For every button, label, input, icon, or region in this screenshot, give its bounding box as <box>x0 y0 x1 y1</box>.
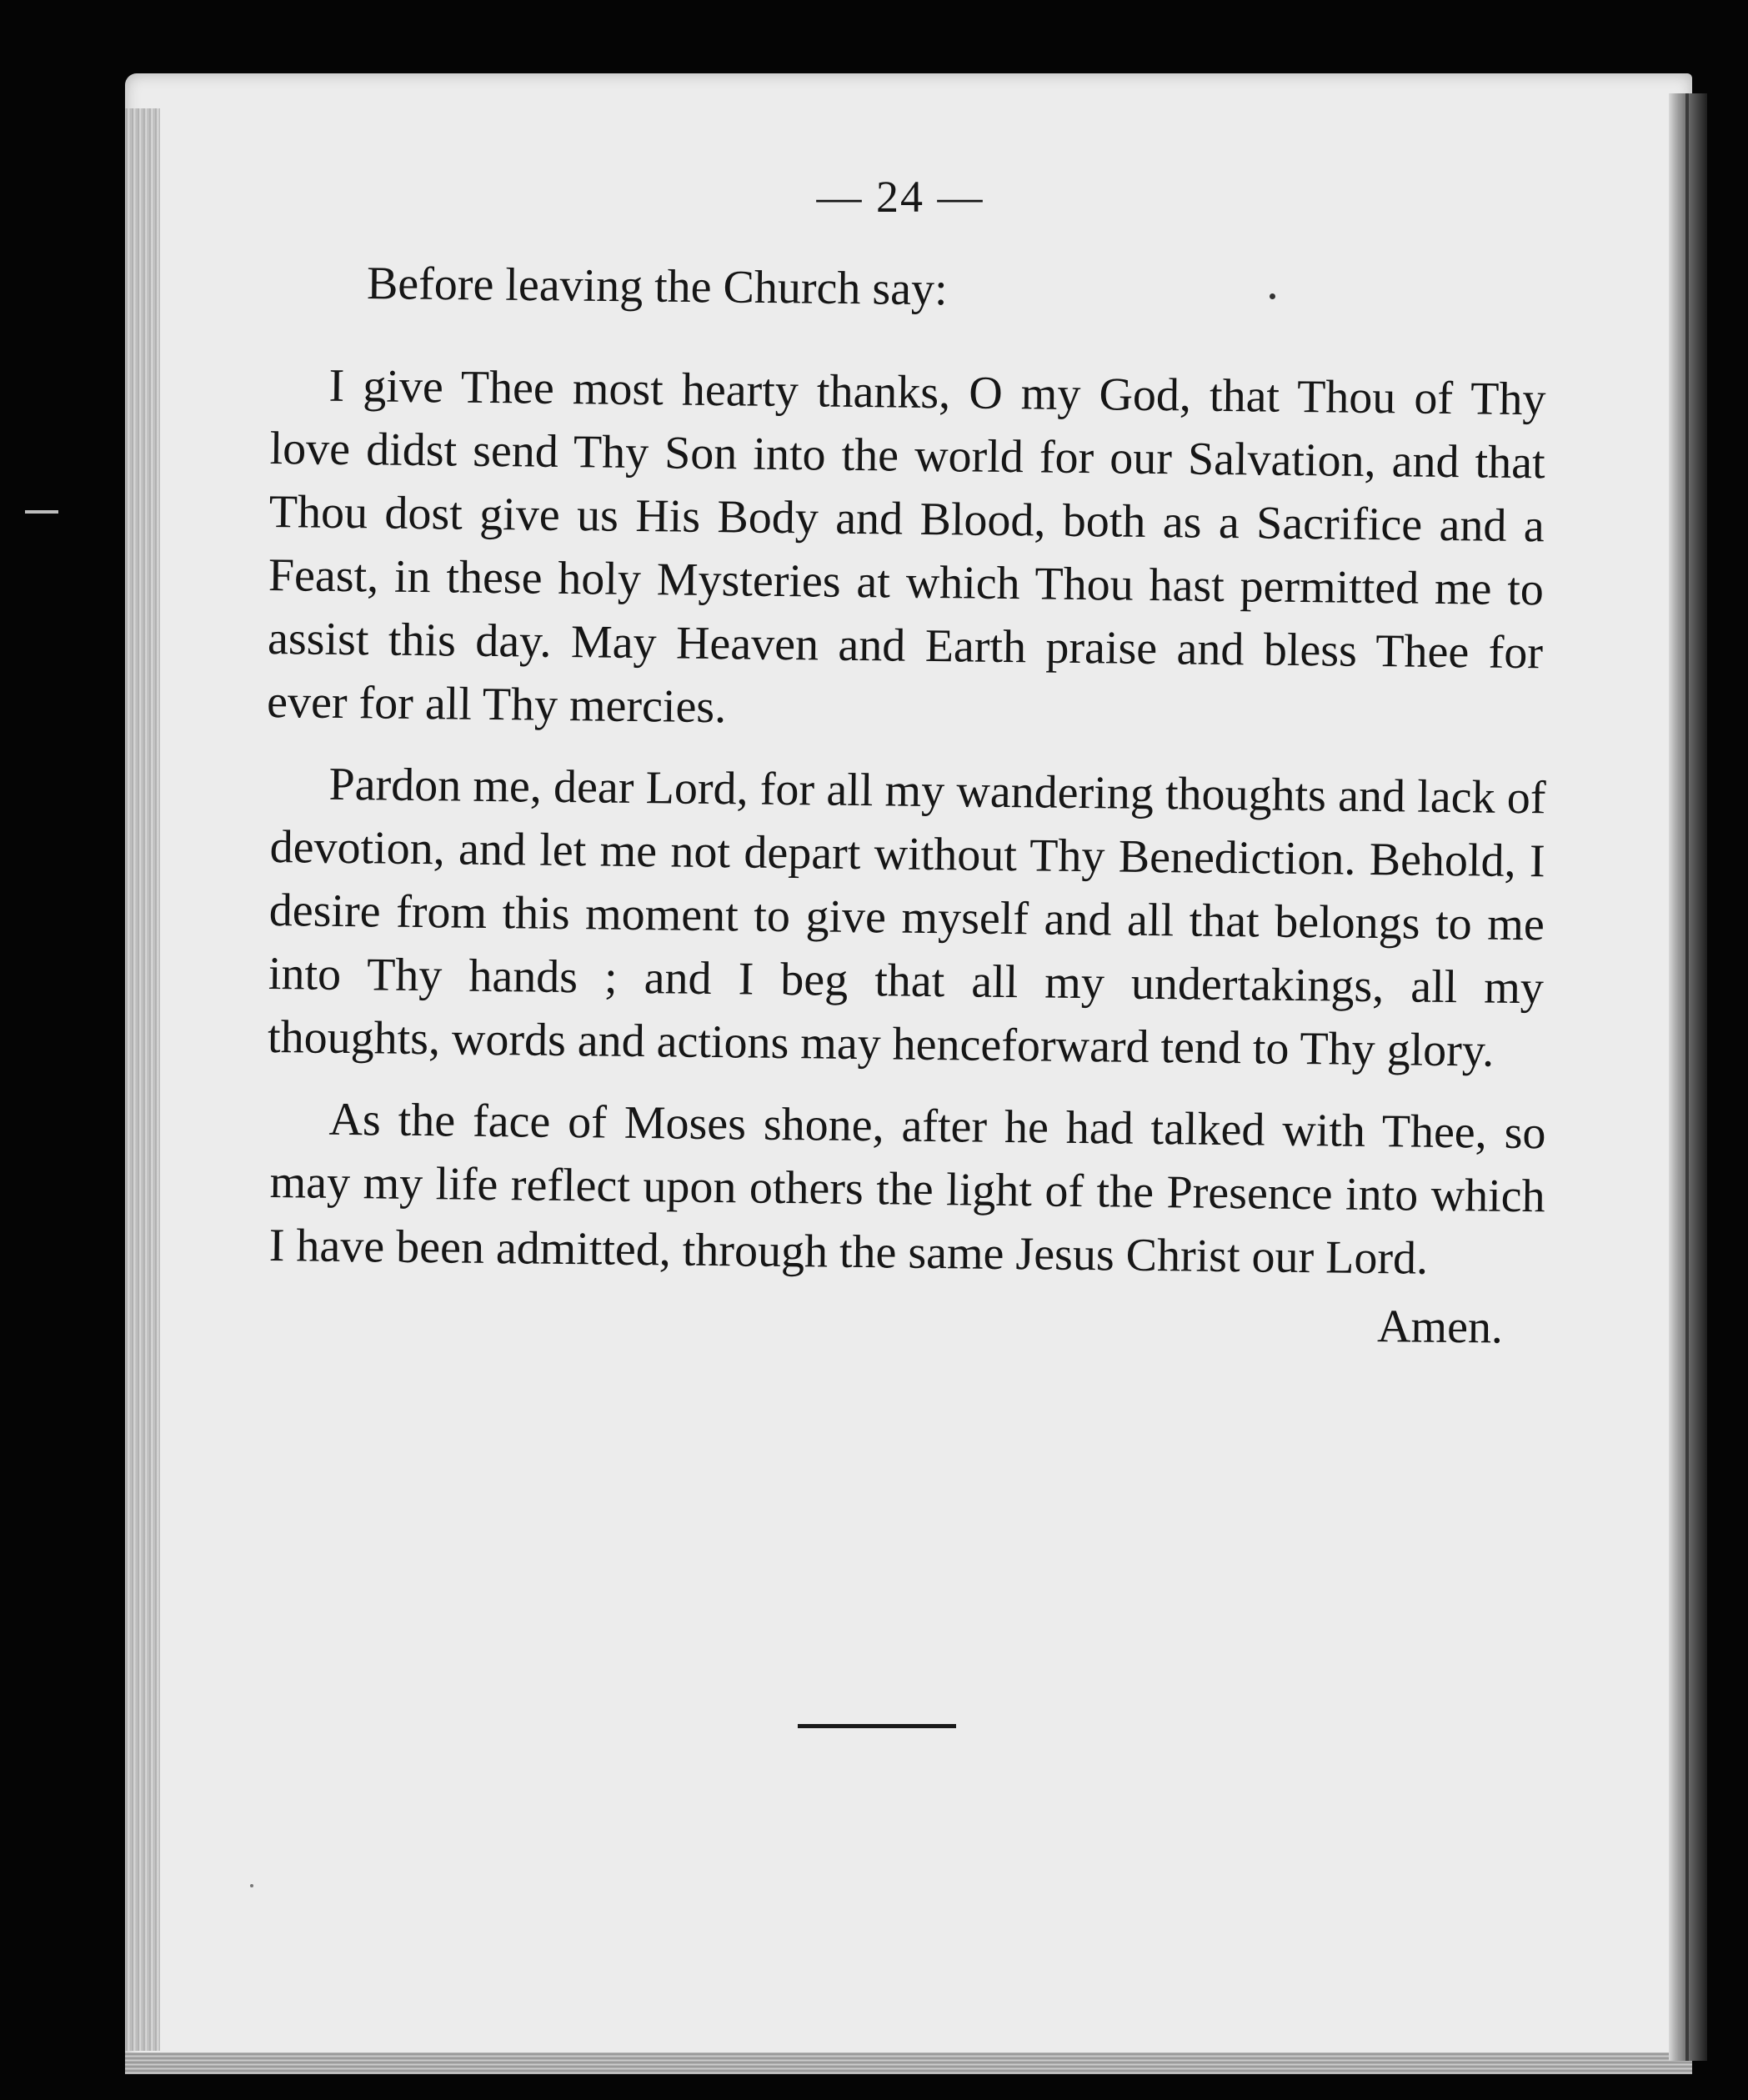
page-number: — 24 — <box>816 172 984 222</box>
spine-shadow-line <box>1685 93 1689 2061</box>
prayer-paragraph-moses: As the face of Moses shone, after he had talked with Thee, so may my life reflect upon others the light of the Presence into which I have been admitted, through the same Jesus Christ our Lord. <box>268 1093 1546 1285</box>
scan-mark-left <box>25 510 58 514</box>
prayer-paragraph-thanksgiving: I give Thee most hearty thanks, O my God, that Thou of Thy love didst send Thy Son into the world for our Salvation, and that Thou dost give us His Body and Blood, both as a Sacrifice and a Feast, in these holy Mysteries at which Thou hast permitted me to assist this day. May Heaven and Earth praise and bless Thee for ever for all Thy mercies. <box>266 359 1546 734</box>
page-edge-left <box>125 108 160 2051</box>
end-rule-divider <box>798 1724 956 1728</box>
prayer-instruction-heading: Before leaving the Church say: <box>366 258 948 316</box>
page-text <box>266 171 1546 1354</box>
scan-speck <box>250 1884 253 1887</box>
prayer-closing: Amen. <box>1376 1301 1504 1354</box>
page-edge-bottom <box>125 2052 1692 2074</box>
prayer-paragraph-pardon: Pardon me, dear Lord, for all my wandering thoughts and lack of devotion, and let me not depart without Thy Benediction. Behold, I desire from this moment to give myself and all that belongs to me into Thy hands ; and I beg that all my undertakings, all my thoughts, words and actions may henceforward tend to Thy glory. <box>267 758 1546 1077</box>
